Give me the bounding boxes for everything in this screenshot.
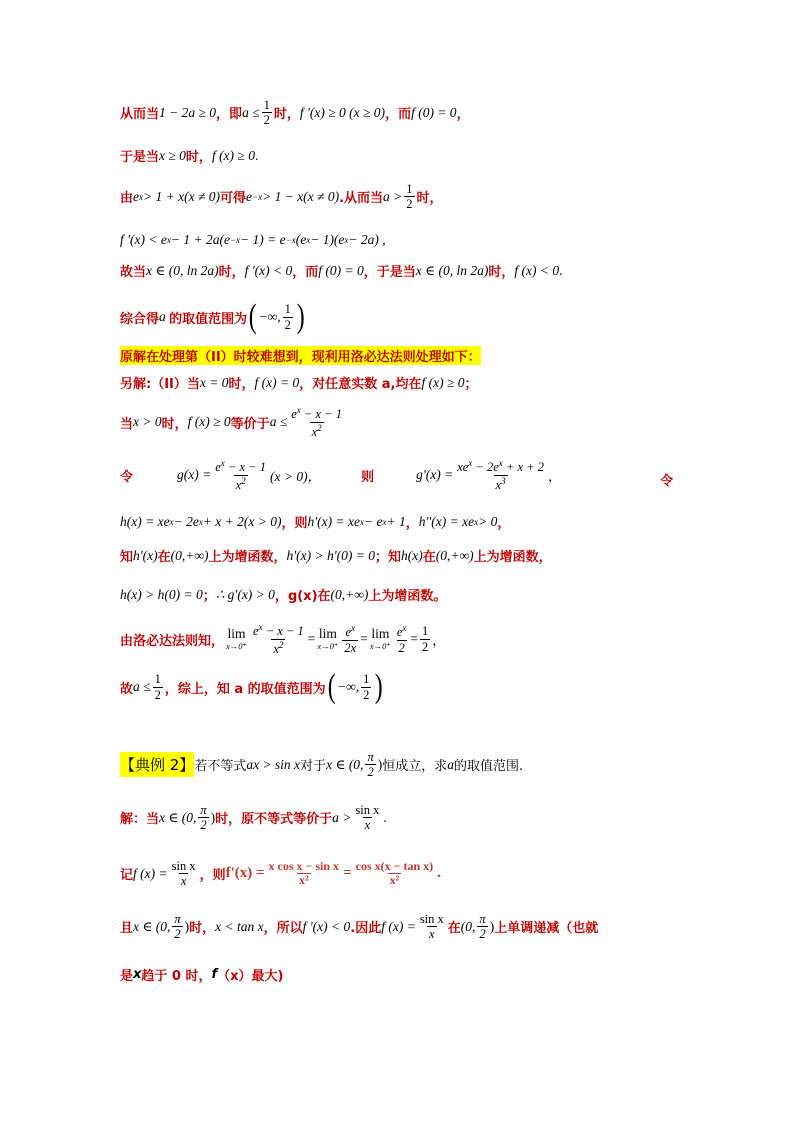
denominator: 2: [422, 639, 429, 654]
denominator: x: [364, 818, 371, 833]
left-paren: (: [327, 668, 336, 705]
text: 时，: [488, 265, 515, 280]
text: 令: [660, 474, 674, 489]
text: 时，原不等式等价于: [215, 812, 333, 828]
sup: −x: [252, 191, 263, 202]
math: (0,: [460, 918, 476, 934]
sup: x: [351, 623, 356, 634]
text: 时，: [189, 921, 216, 937]
text: 等价于: [230, 416, 270, 432]
fraction: $\frac{e^x}{2}$: [396, 623, 407, 655]
math: h(x) = xe: [120, 513, 170, 529]
sup: x: [359, 516, 364, 527]
num-rest: + x + 2: [502, 460, 544, 475]
math: a >: [383, 188, 403, 204]
text: 的取值范围为: [169, 311, 248, 327]
example-tag: 【典例 2】: [120, 752, 194, 777]
math-red: =: [343, 865, 352, 882]
math: h'(x) = xe: [307, 513, 360, 529]
sup: 2: [317, 422, 322, 433]
math: ): [377, 756, 383, 772]
fraction: [477, 912, 487, 942]
den-base: x: [311, 424, 318, 439]
math: x ∈ (0,: [133, 918, 171, 934]
math: x ∈ (0, ln 2a): [415, 262, 489, 278]
numerator: π: [174, 912, 181, 926]
sup: x: [474, 516, 479, 527]
math: f '(x) ≥ 0 (x ≥ 0): [299, 104, 386, 120]
fraction: [198, 803, 208, 833]
text: ，所以: [263, 921, 303, 937]
fraction: [455, 458, 546, 492]
line-2: [120, 146, 258, 165]
limit: [370, 627, 391, 651]
sup: x: [402, 623, 407, 634]
fraction: [283, 302, 293, 332]
sup: 2: [278, 639, 284, 650]
text: 由: [120, 191, 134, 207]
denominator: 2: [479, 927, 486, 942]
math: (x > 0)，: [269, 469, 322, 485]
denominator: 2: [154, 687, 161, 702]
sup: −x: [229, 235, 241, 245]
fraction: [353, 803, 381, 833]
math: ): [489, 918, 495, 934]
text: 于是当: [120, 150, 160, 165]
denominator: 2: [398, 640, 405, 655]
text: 时，: [228, 377, 255, 392]
math: a ≤: [269, 414, 288, 430]
math: x > 0: [133, 414, 162, 430]
sup: x: [296, 405, 301, 415]
math: > 0: [478, 513, 498, 529]
numerator: π: [200, 803, 207, 817]
fraction: [262, 98, 272, 128]
fraction: [170, 859, 198, 889]
text: 故: [120, 681, 134, 697]
text: ，: [547, 469, 562, 485]
sup: −x: [285, 235, 296, 245]
math: a: [447, 756, 454, 772]
denominator: 2: [406, 197, 413, 212]
denominator: x: [180, 874, 187, 889]
math: (e: [295, 232, 307, 247]
text: 上为增函数，: [208, 550, 287, 565]
text: 可得: [220, 191, 247, 207]
text: .: [254, 147, 259, 163]
line-6: [120, 300, 306, 334]
numerator: 1: [263, 98, 270, 112]
denominator: 2: [174, 927, 181, 942]
math: f (x) ≥ 0: [187, 414, 231, 430]
text: 是: [120, 969, 134, 984]
math: f (x) = 0: [254, 374, 300, 390]
text: ，对任意实数 a,均在: [299, 377, 422, 392]
text: 另解:（II）当: [120, 377, 200, 392]
highlight-text: 原解在处理第（II）时较难想到，现利用洛必达法则处理如下：: [120, 346, 481, 365]
line-17: [120, 803, 387, 833]
text: 在: [422, 550, 436, 565]
text: 综合得: [120, 311, 160, 327]
math: f (x) ≥ 0: [211, 147, 255, 163]
denominator: 2x: [344, 640, 357, 655]
math: ax > sin x: [246, 756, 301, 772]
text: 的取值范围.: [453, 759, 524, 775]
sup: x: [306, 235, 311, 245]
text: 上为增函数。: [368, 589, 447, 604]
denominator: x²: [299, 873, 309, 888]
text: ，则: [199, 868, 226, 884]
math: f (0) = 0: [411, 104, 457, 120]
line-12: [120, 546, 552, 565]
lim-sub: x→0⁺: [226, 640, 248, 651]
lim: lim: [371, 625, 390, 641]
text: 在: [157, 550, 171, 565]
numerator: 1: [422, 624, 429, 639]
line-13: [120, 585, 446, 604]
line-3: [120, 182, 443, 212]
math: x ∈ (0, ln 2a): [146, 262, 219, 278]
math: f '(x) < 0: [302, 918, 351, 934]
math: a: [159, 309, 166, 324]
text: （x）最大): [217, 969, 284, 984]
limit: [226, 627, 247, 651]
numerator: x cos x − sin x: [268, 858, 340, 873]
numerator: π: [479, 912, 486, 926]
numerator: sin x: [419, 912, 444, 926]
text: .: [383, 809, 387, 825]
sup: x: [166, 235, 171, 245]
math: g'(x) =: [416, 467, 454, 483]
math: > 1 − x(x ≠ 0): [262, 188, 340, 204]
fraction: [418, 912, 446, 942]
fraction: [172, 912, 182, 942]
math: g(x) =: [177, 467, 212, 483]
text: 由洛必达法则知，: [120, 633, 225, 649]
denominator: 2: [200, 818, 207, 833]
math: x ∈ (0,: [159, 809, 197, 825]
text: ，: [405, 516, 419, 531]
text: 则: [361, 469, 375, 485]
text: .: [559, 262, 563, 278]
text: 恒成立，求: [382, 759, 448, 775]
numerator: π: [367, 750, 374, 764]
lim: lim: [227, 625, 246, 641]
math: x = 0: [199, 374, 229, 390]
text: 从而当: [120, 107, 160, 123]
text: 上为增函数，: [473, 550, 552, 565]
math: − 1) = e: [240, 232, 286, 247]
math: h''(x) = xe: [418, 513, 475, 529]
math: (0,+∞): [330, 586, 369, 602]
sup: x: [344, 235, 349, 245]
denominator: x: [429, 927, 435, 942]
text: 时，: [161, 416, 188, 432]
math: − 2a) ,: [348, 232, 386, 247]
text: 在: [447, 921, 461, 937]
numerator: 1: [284, 302, 291, 317]
math: f (x) ≥ 0: [421, 374, 465, 390]
line-15: [120, 670, 385, 704]
denominator: 2: [284, 317, 291, 332]
text: 故当: [120, 265, 147, 280]
math: h'(x) > h'(0) = 0: [286, 547, 375, 563]
text: 当: [120, 416, 134, 432]
math: f (0) = 0: [318, 262, 364, 278]
text: ；知: [375, 550, 402, 565]
text: 令: [120, 469, 134, 485]
fraction: $\frac{e^x}{2x}$: [344, 623, 357, 655]
fraction: [289, 405, 344, 439]
sup: 2: [241, 475, 246, 486]
line-14: 由洛必达法则知， lim x→0⁺ $\frac{e^x - x - 1}{x^2}$ = lim x→0⁺ $\frac{e^x}{2x}$ = lim x→0⁺ $\frac{e^x}{2}$ = $\frac{1}{2}$ ，: [120, 622, 446, 656]
num-mid: − 2e: [472, 460, 499, 475]
sup: x: [198, 516, 203, 527]
math: ∴ g'(x) > 0: [215, 586, 275, 602]
lim-sub: x→0⁺: [317, 640, 339, 651]
math: > 1 + x(x ≠ 0): [143, 188, 220, 204]
denominator: 2: [367, 765, 374, 780]
text: ，综上，知 a 的取值范围为: [164, 681, 326, 697]
fraction: [420, 624, 430, 654]
line-10-tail: [660, 470, 673, 489]
math: (0,+∞): [435, 547, 474, 563]
numerator: 1: [363, 672, 370, 687]
text: ，则: [281, 516, 308, 531]
text: 解：当: [120, 812, 160, 828]
text: ，而: [292, 265, 319, 280]
num-rest: − x − 1: [300, 407, 342, 422]
text: ，于是当: [363, 265, 416, 280]
line-10: [120, 458, 680, 492]
math: − 1 + 2a(e: [170, 232, 230, 247]
sup: x: [139, 191, 144, 202]
text: ，而: [385, 107, 412, 123]
text: .因此: [350, 921, 382, 937]
line-7-highlight: [120, 346, 481, 365]
text: ；: [202, 589, 216, 604]
fraction: $\frac{e^x - x - 1}{x^2}$: [215, 458, 266, 492]
math: x < tan x: [215, 918, 264, 934]
math: f '(x) < 0: [244, 262, 293, 278]
line-4: [120, 232, 386, 248]
right-paren: ): [375, 668, 383, 705]
numerator: cos x(x − tan x): [355, 858, 434, 873]
line-1: [120, 98, 470, 128]
fraction: [153, 672, 163, 702]
num-base: xe: [457, 460, 469, 475]
text: ，: [497, 516, 511, 531]
numerator: sin x: [171, 859, 196, 873]
fraction: [404, 182, 414, 212]
math: − e: [363, 513, 383, 529]
math: 1 − 2a ≥ 0: [159, 104, 217, 120]
denominator: x²: [389, 873, 400, 888]
math: f: [211, 967, 218, 982]
math: a ≤: [242, 104, 260, 120]
math: −∞,: [336, 679, 360, 694]
text: g(x)在: [287, 589, 331, 604]
math: − 2e: [173, 513, 199, 529]
math: + 1: [386, 513, 406, 529]
math: h(x): [401, 547, 423, 563]
sup: x: [220, 458, 225, 468]
num-rest: − x − 1: [262, 624, 304, 639]
num-rest: − x − 1: [224, 460, 266, 475]
math: −∞,: [258, 309, 281, 324]
sup: x: [382, 516, 387, 527]
text: ，: [274, 589, 288, 604]
text: ，: [456, 107, 470, 123]
math: ): [210, 809, 216, 825]
text: 时，: [218, 265, 245, 280]
den-base: x: [495, 477, 502, 492]
line-18: [120, 859, 441, 889]
math: h'(x): [133, 547, 158, 563]
example-2-header: [120, 750, 523, 780]
lim: lim: [318, 625, 337, 641]
line-5: [120, 261, 562, 280]
fraction: [361, 672, 371, 702]
text: 知: [120, 550, 134, 565]
line-9: [120, 405, 346, 439]
math: x ≥ 0: [159, 147, 186, 163]
sup: 3: [501, 475, 506, 486]
math: ): [184, 918, 190, 934]
fraction: [267, 860, 342, 889]
right-paren: ): [296, 298, 305, 335]
math: + x + 2(x > 0): [202, 513, 282, 529]
text: 且: [120, 921, 134, 937]
text: ，即: [216, 107, 243, 123]
sup: x: [468, 458, 473, 468]
math: x ∈ (0,: [326, 756, 364, 772]
text: .从而当: [339, 191, 384, 207]
math: (0,+∞): [170, 547, 209, 563]
math: a >: [332, 809, 352, 825]
math: e: [246, 188, 253, 204]
sup: x: [169, 516, 174, 527]
left-paren: (: [248, 298, 257, 335]
math-red: .: [437, 865, 441, 882]
denominator: 2: [363, 687, 370, 702]
line-8: [120, 373, 478, 392]
line-19: [120, 912, 598, 942]
math: x: [133, 967, 142, 982]
fraction: $\frac{e^x - x - 1}{x^2}$: [253, 622, 304, 656]
text: 时，: [185, 150, 212, 165]
math: − 1)(e: [310, 232, 345, 247]
numerator: sin x: [355, 803, 380, 817]
sup: x: [498, 458, 503, 468]
math: h(x) > h(0) = 0: [120, 586, 203, 602]
math: f '(x) < e: [120, 232, 167, 247]
lim-sub: x→0⁺: [369, 640, 391, 651]
math: f (x) < 0: [514, 262, 560, 278]
text: ；: [464, 377, 478, 392]
math: f (x) =: [381, 918, 416, 934]
fraction: [365, 750, 375, 780]
text: ，: [432, 633, 446, 649]
math: a ≤: [133, 679, 151, 694]
text: 时，: [416, 191, 443, 207]
line-20: [120, 965, 284, 984]
math: e: [133, 188, 140, 204]
num-base: e: [291, 407, 297, 422]
text: 对于: [300, 759, 327, 775]
sup: x: [258, 622, 263, 632]
text: 趋于 0 时，: [141, 969, 212, 984]
numerator: 1: [154, 672, 161, 687]
text: 若不等式: [194, 759, 247, 775]
denominator: 2: [263, 113, 270, 128]
limit: [317, 627, 338, 651]
math-red: f'(x) =: [225, 865, 265, 882]
numerator: 1: [406, 182, 413, 196]
text: 上单调递减（也就: [494, 921, 599, 937]
line-11: [120, 512, 510, 531]
text: 记: [120, 868, 134, 884]
math: f (x) =: [133, 865, 168, 881]
text: 时，: [273, 107, 300, 123]
fraction: [354, 860, 436, 889]
